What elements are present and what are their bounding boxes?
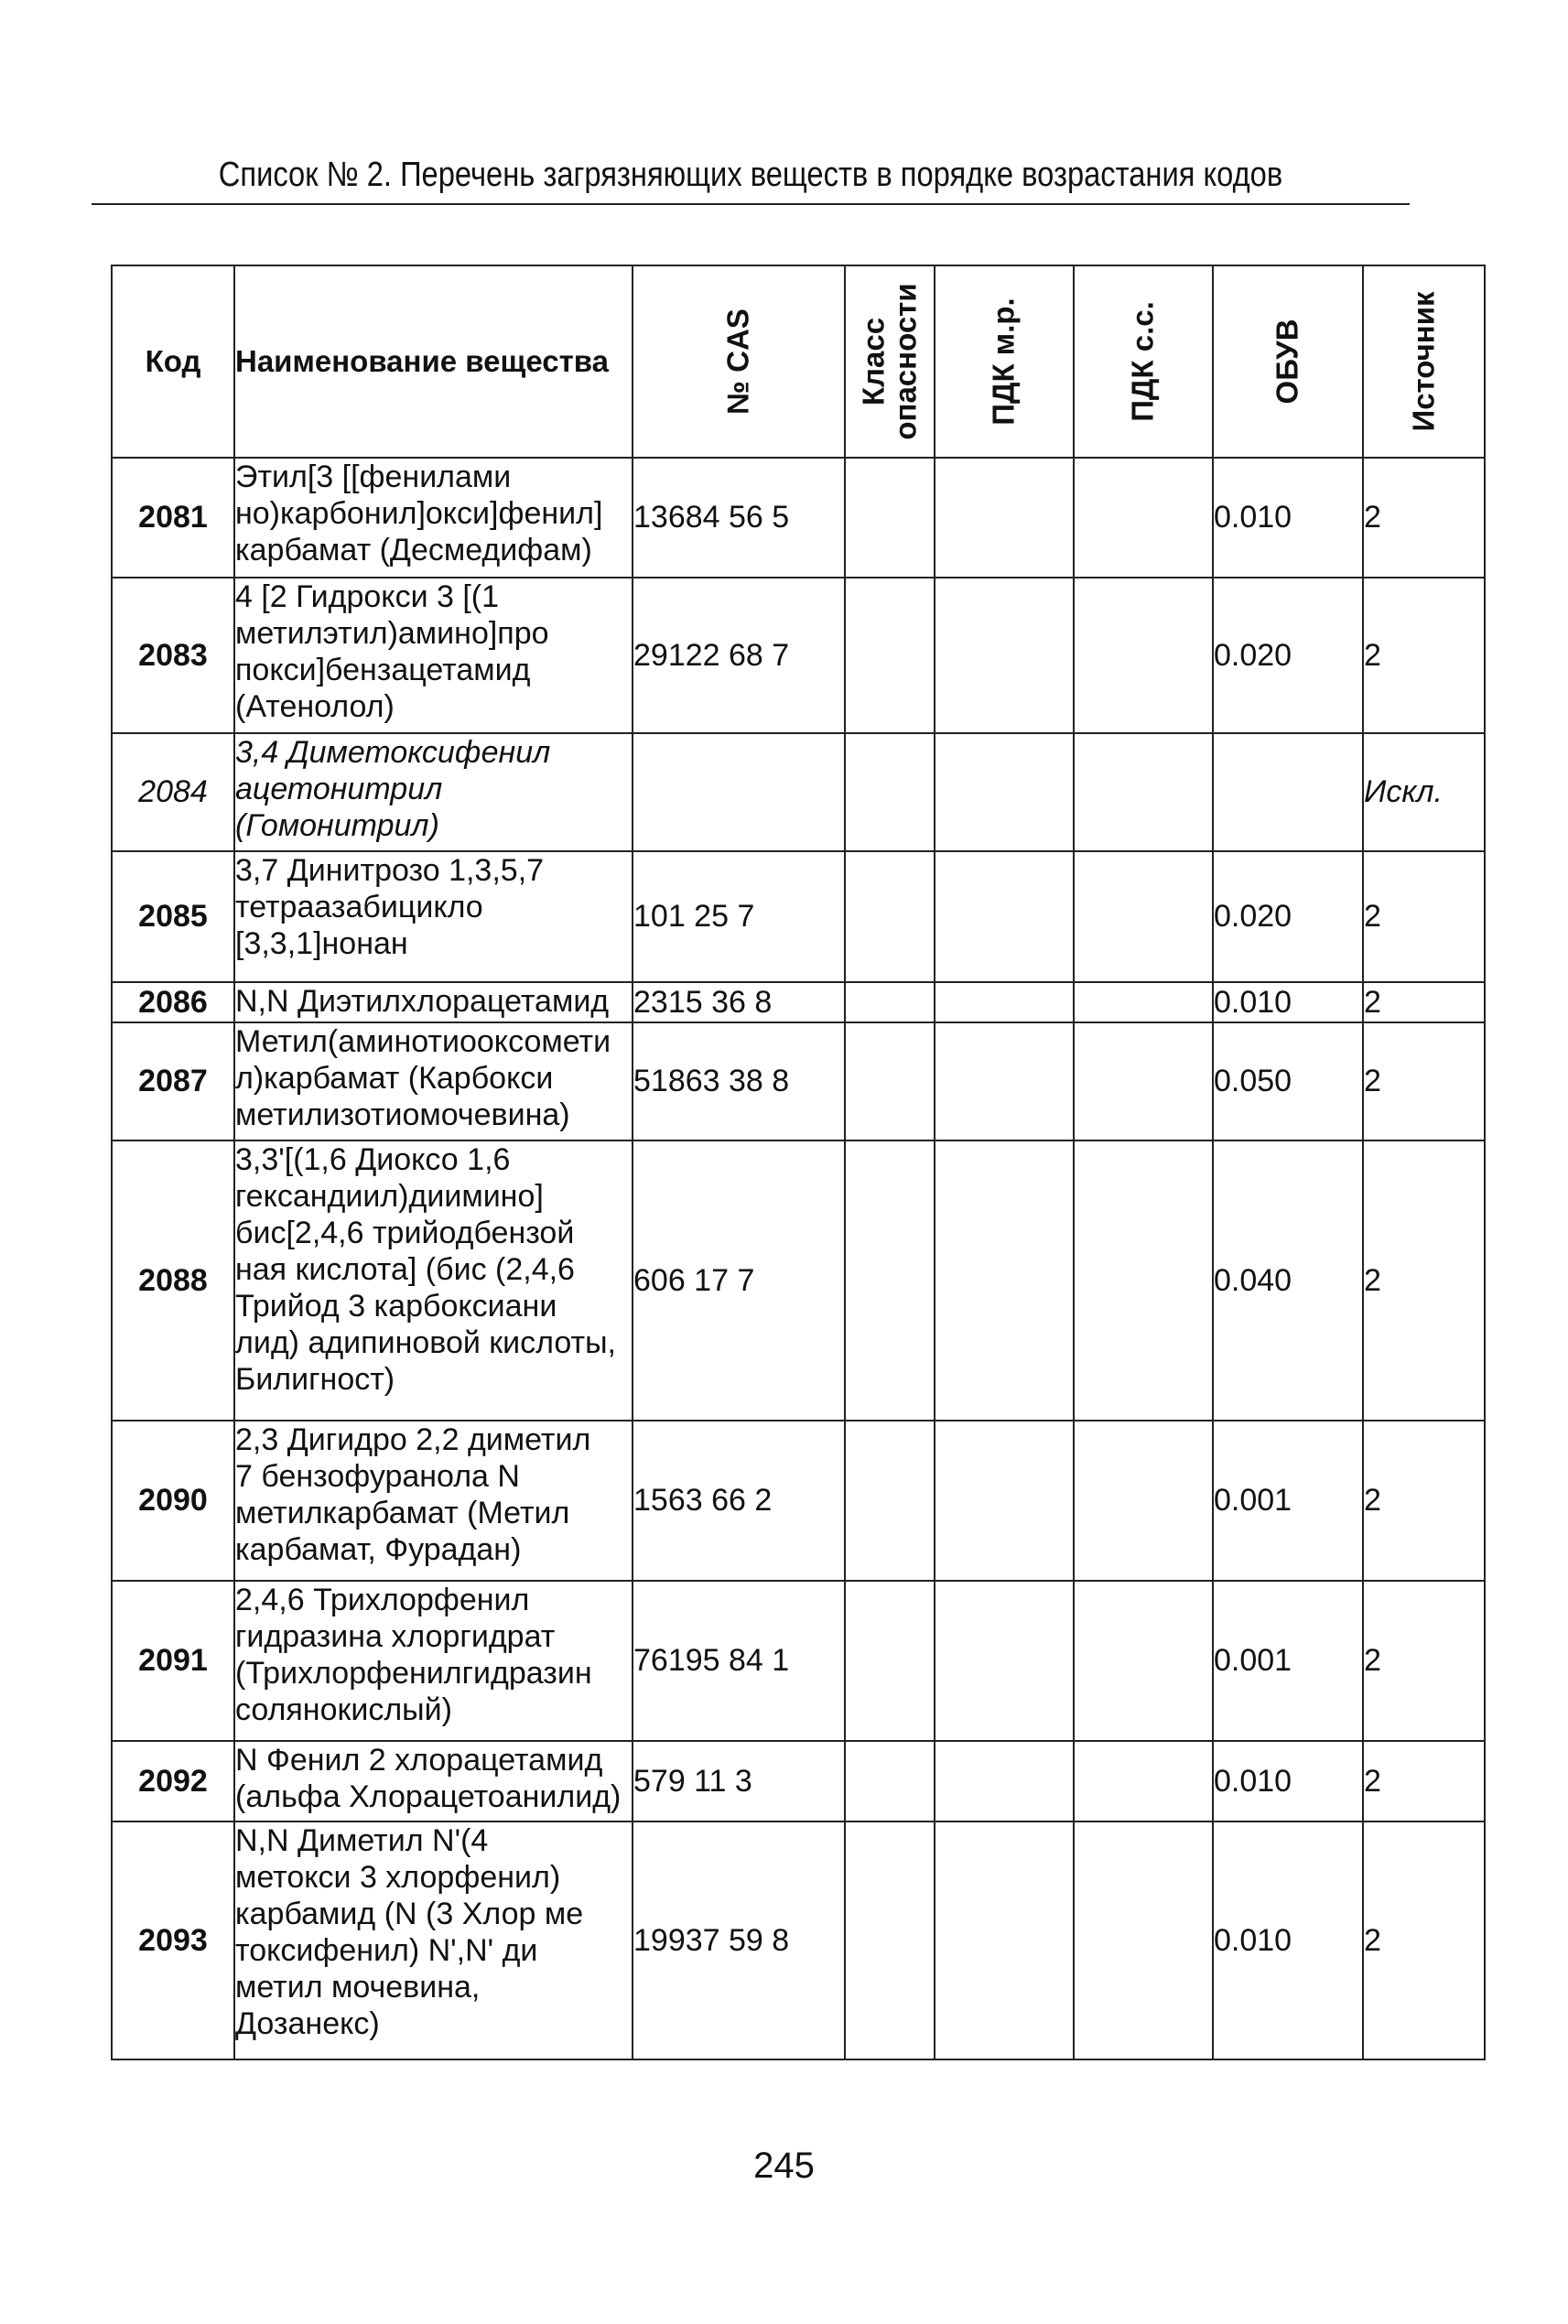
table-row <box>112 1741 1485 1821</box>
table-row <box>112 851 1485 982</box>
cell-name: N,N Диметил N'(4 метокси 3 хлорфенил) карбамид (N (3 Хлор ме токсифенил) N',N' ди метил мочевина, Дозанекс) <box>234 1821 633 2059</box>
cell-pdk-mr <box>935 578 1074 733</box>
cell-hazard-class <box>845 1581 935 1741</box>
col-header-code: Код <box>112 265 234 458</box>
cell-code: 2081 <box>112 458 234 578</box>
cell-name: Метил(аминотиооксомети л)карбамат (Карбокси метилизотиомочевина) <box>234 1022 633 1140</box>
table-row <box>112 1022 1485 1140</box>
cell-pdk-ss <box>1074 851 1213 982</box>
cell-pdk-mr <box>935 1140 1074 1421</box>
cell-source: 2 <box>1363 982 1485 1022</box>
cell-code: 2085 <box>112 851 234 982</box>
cell-code: 2086 <box>112 982 234 1022</box>
cell-pdk-ss <box>1074 1421 1213 1581</box>
col-header-obuv-label: ОБУВ <box>1270 319 1304 405</box>
col-header-hazard-class <box>845 265 935 458</box>
col-header-obuv <box>1213 265 1363 458</box>
cell-name: 3,7 Динитрозо 1,3,5,7 тетраазабицикло [3,3,1]нонан <box>234 851 633 982</box>
cell-source: 2 <box>1363 1821 1485 2059</box>
cell-cas: 51863 38 8 <box>633 1022 845 1140</box>
cell-hazard-class <box>845 578 935 733</box>
cell-source: 2 <box>1363 1421 1485 1581</box>
cell-code: 2084 <box>112 733 234 851</box>
table-row <box>112 458 1485 578</box>
cell-name: 2,4,6 Трихлорфенил гидразина хлоргидрат (Трихлорфенилгидразин солянокислый) <box>234 1581 633 1741</box>
cell-hazard-class <box>845 1421 935 1581</box>
cell-source: 2 <box>1363 1140 1485 1421</box>
cell-name: N Фенил 2 хлорацетамид (альфа Хлорацетоанилид) <box>234 1741 633 1821</box>
cell-obuv: 0.010 <box>1213 1821 1363 2059</box>
table-header-row <box>112 265 1485 458</box>
cell-hazard-class <box>845 1140 935 1421</box>
cell-code: 2087 <box>112 1022 234 1140</box>
cell-cas: 29122 68 7 <box>633 578 845 733</box>
cell-hazard-class <box>845 851 935 982</box>
table-row <box>112 1421 1485 1581</box>
col-header-pdk-ss-label: ПДК с.с. <box>1125 301 1160 422</box>
cell-obuv: 0.040 <box>1213 1140 1363 1421</box>
cell-hazard-class <box>845 1741 935 1821</box>
cell-obuv: 0.010 <box>1213 458 1363 578</box>
page-title: Список № 2. Перечень загрязняющих веществ в порядке возрастания кодов <box>218 156 1283 194</box>
cell-pdk-ss <box>1074 1140 1213 1421</box>
cell-source: 2 <box>1363 1581 1485 1741</box>
cell-pdk-mr <box>935 1821 1074 2059</box>
cell-pdk-ss <box>1074 578 1213 733</box>
cell-pdk-mr <box>935 1741 1074 1821</box>
cell-pdk-mr <box>935 851 1074 982</box>
cell-source: 2 <box>1363 851 1485 982</box>
col-header-pdk-mr-label: ПДК м.р. <box>986 297 1021 426</box>
cell-hazard-class <box>845 1022 935 1140</box>
table-row <box>112 982 1485 1022</box>
substances-table <box>111 265 1486 2060</box>
cell-code: 2090 <box>112 1421 234 1581</box>
cell-code: 2083 <box>112 578 234 733</box>
cell-pdk-ss <box>1074 982 1213 1022</box>
cell-hazard-class <box>845 982 935 1022</box>
cell-cas: 19937 59 8 <box>633 1821 845 2059</box>
cell-obuv: 0.020 <box>1213 851 1363 982</box>
cell-obuv <box>1213 733 1363 851</box>
cell-source: 2 <box>1363 1022 1485 1140</box>
cell-source: 2 <box>1363 1741 1485 1821</box>
col-header-source <box>1363 265 1485 458</box>
cell-pdk-ss <box>1074 1741 1213 1821</box>
cell-pdk-ss <box>1074 1821 1213 2059</box>
cell-hazard-class <box>845 733 935 851</box>
cell-source: 2 <box>1363 458 1485 578</box>
cell-pdk-ss <box>1074 1581 1213 1741</box>
cell-source: Искл. <box>1363 733 1485 851</box>
cell-name: 2,3 Дигидро 2,2 диметил 7 бензофуранола N метилкарбамат (Метил карбамат, Фурадан) <box>234 1421 633 1581</box>
table-row <box>112 1821 1485 2059</box>
cell-obuv: 0.010 <box>1213 982 1363 1022</box>
cell-pdk-mr <box>935 982 1074 1022</box>
cell-cas: 1563 66 2 <box>633 1421 845 1581</box>
cell-cas: 76195 84 1 <box>633 1581 845 1741</box>
cell-pdk-mr <box>935 1581 1074 1741</box>
cell-name: 3,3'[(1,6 Диоксо 1,6 гександиил)диимино] бис[2,4,6 трийодбензой ная кислота] (бис (2,4,6 Трийод 3 карбоксиани лид) адипиновой кислоты, Билигност) <box>234 1140 633 1421</box>
col-header-pdk-ss <box>1074 265 1213 458</box>
cell-obuv: 0.001 <box>1213 1421 1363 1581</box>
table-row <box>112 733 1485 851</box>
cell-obuv: 0.001 <box>1213 1581 1363 1741</box>
col-header-hazard-class-label: Класс опасности <box>856 283 922 440</box>
table-row <box>112 1140 1485 1421</box>
cell-pdk-mr <box>935 1421 1074 1581</box>
cell-obuv: 0.020 <box>1213 578 1363 733</box>
page-number: 245 <box>753 2146 815 2186</box>
cell-pdk-ss <box>1074 733 1213 851</box>
cell-obuv: 0.050 <box>1213 1022 1363 1140</box>
cell-pdk-mr <box>935 1022 1074 1140</box>
cell-code: 2091 <box>112 1581 234 1741</box>
cell-cas <box>633 733 845 851</box>
cell-code: 2092 <box>112 1741 234 1821</box>
col-header-pdk-mr <box>935 265 1074 458</box>
col-header-cas-label: № CAS <box>720 308 755 415</box>
col-header-name: Наименование вещества <box>234 265 633 458</box>
cell-pdk-ss <box>1074 1022 1213 1140</box>
cell-pdk-mr <box>935 733 1074 851</box>
cell-pdk-ss <box>1074 458 1213 578</box>
table-body <box>112 458 1485 2059</box>
cell-name: 4 [2 Гидрокси 3 [(1 метилэтил)амино]про покси]бензацетамид (Атенолол) <box>234 578 633 733</box>
cell-cas: 2315 36 8 <box>633 982 845 1022</box>
table-row <box>112 578 1485 733</box>
cell-source: 2 <box>1363 578 1485 733</box>
cell-cas: 606 17 7 <box>633 1140 845 1421</box>
col-header-source-label: Источник <box>1406 291 1441 432</box>
cell-cas: 579 11 3 <box>633 1741 845 1821</box>
page-header <box>92 145 1410 205</box>
cell-cas: 101 25 7 <box>633 851 845 982</box>
table-row <box>112 1581 1485 1741</box>
cell-hazard-class <box>845 1821 935 2059</box>
cell-code: 2093 <box>112 1821 234 2059</box>
cell-name: 3,4 Диметоксифенил ацетонитрил (Гомонитрил) <box>234 733 633 851</box>
cell-name: N,N Диэтилхлорацетамид <box>234 982 633 1022</box>
col-header-cas <box>633 265 845 458</box>
cell-cas: 13684 56 5 <box>633 458 845 578</box>
cell-obuv: 0.010 <box>1213 1741 1363 1821</box>
cell-hazard-class <box>845 458 935 578</box>
cell-name: Этил[3 [[фенилами но)карбонил]окси]фенил] карбамат (Десмедифам) <box>234 458 633 578</box>
cell-code: 2088 <box>112 1140 234 1421</box>
cell-pdk-mr <box>935 458 1074 578</box>
